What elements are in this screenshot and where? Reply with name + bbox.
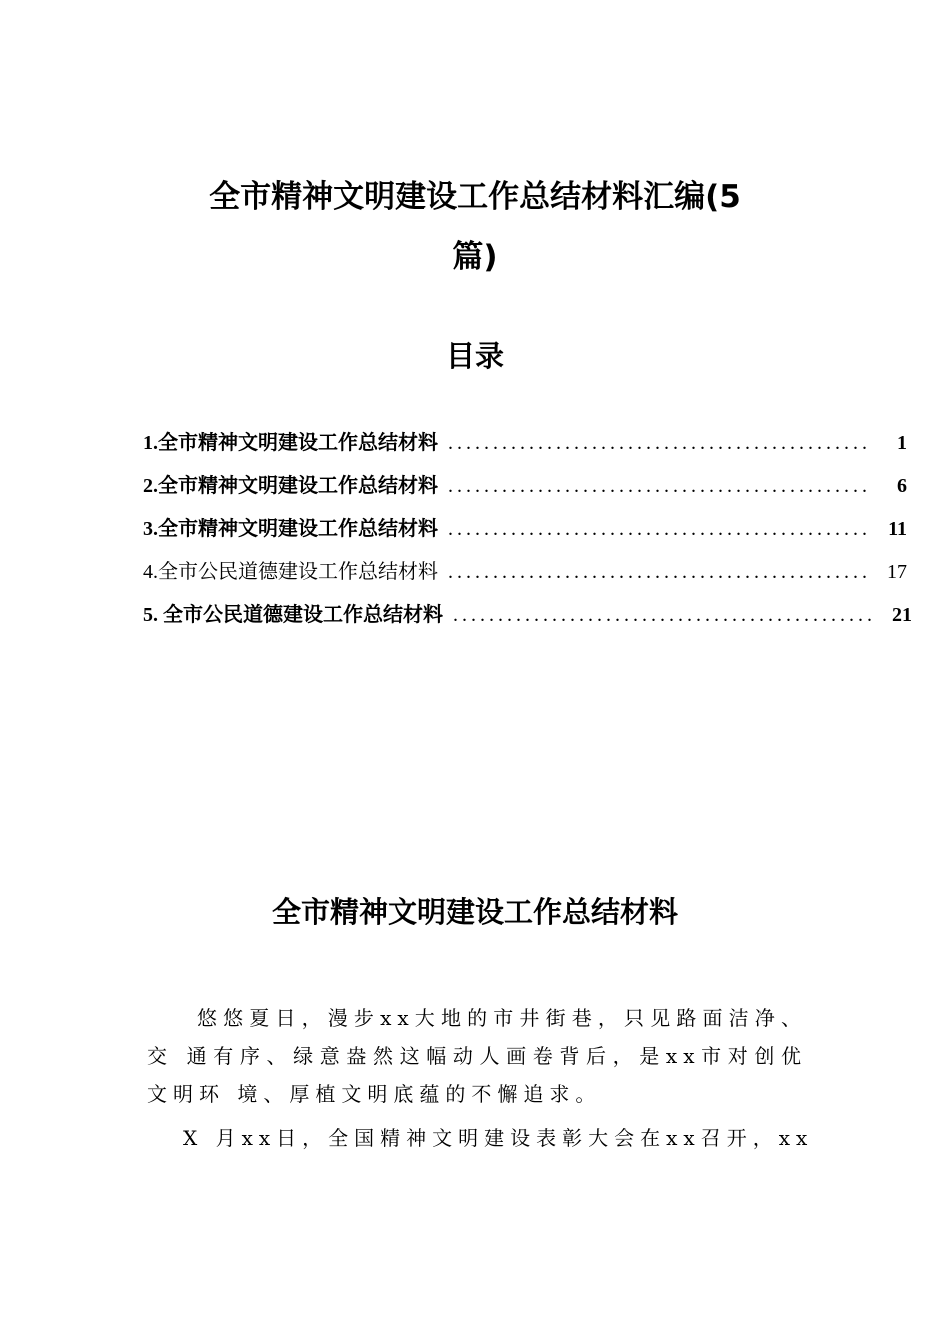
section-title: 全市精神文明建设工作总结材料 [271,895,678,929]
toc-entry-text: 全市精神文明建设工作总结材料 [158,430,438,454]
toc-entry-5[interactable] [143,598,912,641]
toc-entry-text: 全市公民道德建设工作总结材料 [163,602,443,626]
body-paragraph-2: X 月xx日，全国精神文明建设表彰大会在xx召开，xx [183,1126,814,1150]
toc-entry-number: 4. [143,561,158,583]
toc-entry-text: 全市公民道德建设工作总结材料 [158,559,438,583]
toc-entry-page: 6 [897,475,907,497]
toc-leader-dots: ............................................... [448,475,871,497]
toc-entry-title [143,555,438,584]
toc-entry-page: 17 [887,561,907,583]
document-title-line1: 全市精神文明建设工作总结材料汇编(5 [209,179,741,215]
toc-entry-title [143,469,438,498]
toc-entry-1[interactable] [143,426,907,469]
toc-entry-3[interactable] [143,512,907,555]
toc-entry-title [143,426,438,455]
toc-entry-title [143,512,438,541]
toc-leader-dots: ............................................... [448,561,871,583]
toc-entry-2[interactable] [143,469,907,512]
document-title-line2: 篇) [452,239,498,275]
toc-entry-page: 21 [892,604,912,626]
toc-entry-number: 1. [143,432,158,454]
toc-entry-title [143,598,443,627]
body-paragraph-1: 悠悠夏日，漫步xx大地的市井街巷，只见路面洁净、交 通有序、绿意盎然这幅动人画卷背后，是xx市对创优文明环 境、厚植文明底蕴的不懈追求。 [147,1006,807,1106]
toc-entry-page: 1 [897,432,907,454]
toc-entry-number: 5. [143,604,163,626]
toc-entry-number: 2. [143,475,158,497]
document-title [140,167,810,287]
toc-entry-text: 全市精神文明建设工作总结材料 [158,516,438,540]
table-of-contents [143,426,912,641]
toc-entry-number: 3. [143,518,158,540]
toc-entry-page: 11 [888,518,907,540]
toc-entry-4[interactable] [143,555,907,598]
toc-leader-dots: ............................................... [448,518,871,540]
toc-entry-text: 全市精神文明建设工作总结材料 [158,473,438,497]
toc-leader-dots: ............................................... [448,432,871,454]
toc-leader-dots: ............................................... [453,604,876,626]
toc-heading: 目录 [445,339,504,373]
